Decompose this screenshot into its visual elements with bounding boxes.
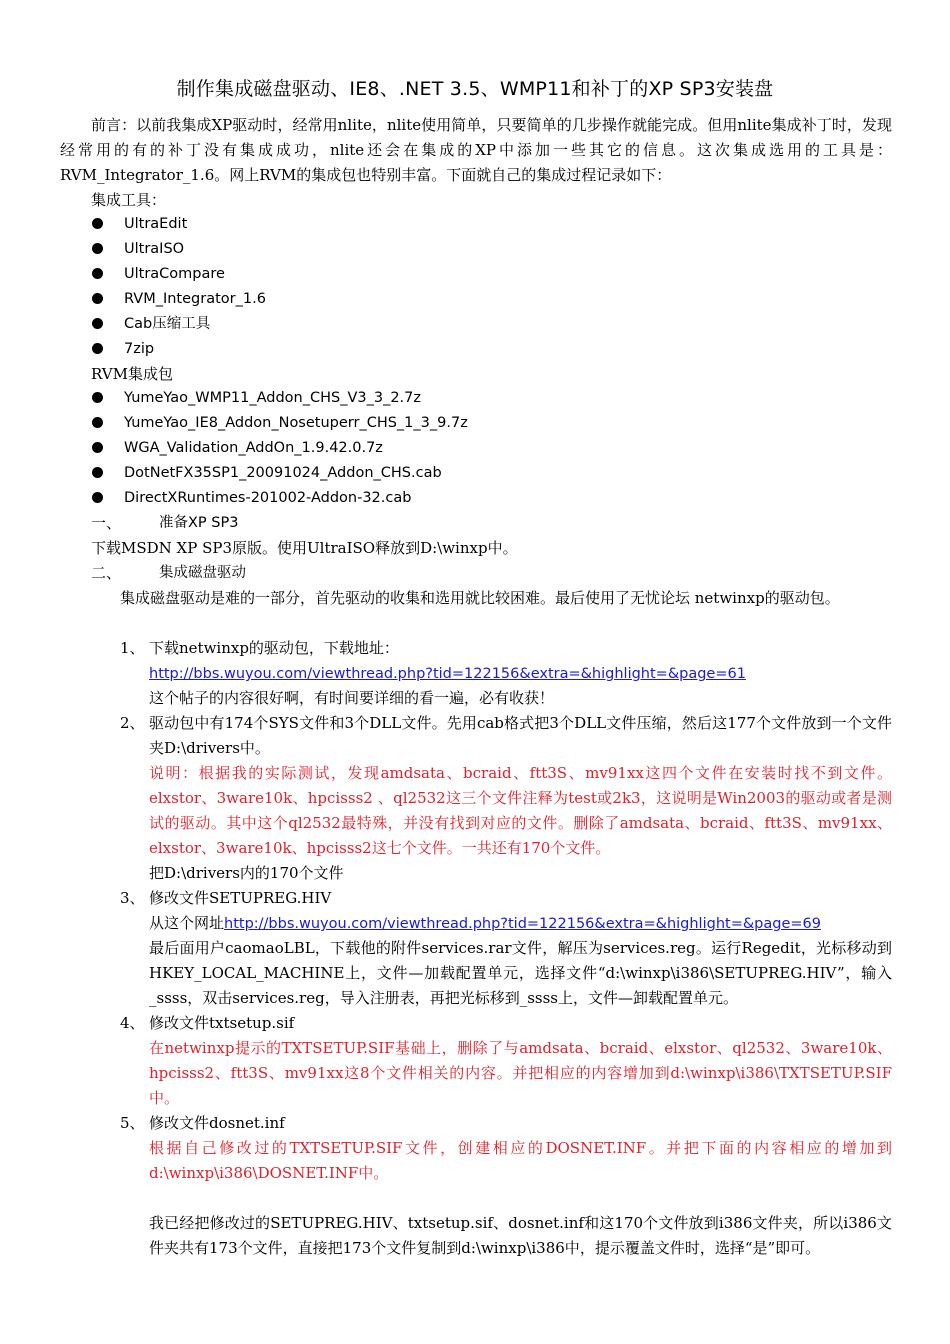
packs-heading: RVM集成包 xyxy=(91,365,173,383)
intro-paragraph: 前言：以前我集成XP驱动时，经常用nlite，nlite使用简单，只要简单的几步操作就能完成。但用nlite集成补丁时，发现经常用的有的补丁没有集成成功，nlite还会在集成的XP中添加一些其它的信息。这次集成选用的工具是：RVM_Integrator_1.6。网上RVM的集成包也特别丰富。下面就自己的集成过程记录如下： xyxy=(60,116,892,184)
bullet-icon xyxy=(92,392,103,403)
section1-number: 一、 xyxy=(91,514,122,532)
bullet-icon xyxy=(92,417,103,428)
tool-item: 7zip xyxy=(124,341,155,357)
step2-text: 驱动包中有174个SYS文件和3个DLL文件。先用cab格式把3个DLL文件压缩，然后这177个文件放到一个文件夹D:\drivers中。 xyxy=(149,714,892,757)
step2-number: 2、 xyxy=(120,714,145,732)
closing-paragraph: 我已经把修改过的SETUPREG.HIV、txtsetup.sif、dosnet.inf和这170个文件放到i386文件夹，所以i386文件夹共有173个文件，直接把173个文件复制到d:\winxp\i386中，提示覆盖文件时，选择“是”即可。 xyxy=(149,1214,892,1257)
tool-item: Cab压缩工具 xyxy=(124,316,211,332)
step1-note: 这个帖子的内容很好啊，有时间要详细的看一遍，必有收获！ xyxy=(149,689,555,707)
step5-red-note: 根据自己修改过的TXTSETUP.SIF文件，创建相应的DOSNET.INF。并把下面的内容相应的增加到d:\winxp\i386\DOSNET.INF中。 xyxy=(149,1139,892,1182)
bullet-icon xyxy=(92,442,103,453)
step2-after: 把D:\drivers内的170个文件 xyxy=(149,864,344,882)
bullet-icon xyxy=(92,293,103,304)
step2-red-note: 说明：根据我的实际测试，发现amdsata、bcraid、ftt3S、mv91xx这四个文件在安装时找不到文件。elxstor、3ware10k、hpcisss2 、ql2532这三个文件注释为test或2k3，这说明是Win2003的驱动或者是测试的驱动。其中这个ql2532最特殊，并没有找到对应的文件。删除了amdsata、bcraid、ftt3S、mv91xx、elxstor、3ware10k、hpcisss2这七个文件。一共还有170个文件。 xyxy=(149,764,892,857)
tool-item: UltraISO xyxy=(124,241,185,257)
bullet-icon xyxy=(92,492,103,503)
step4-red-note: 在netwinxp提示的TXTSETUP.SIF基础上，删除了与amdsata、bcraid、elxstor、ql2532、3ware10k、hpcisss2、ftt3S、mv91xx这8个文件相关的内容。并把相应的内容增加到d:\winxp\i386\TXTSETUP.SIF中。 xyxy=(149,1039,892,1107)
section2-text: 集成磁盘驱动是难的一部分，首先驱动的收集和选用就比较困难。最后使用了无忧论坛 netwinxp的驱动包。 xyxy=(120,589,840,607)
tool-item: UltraCompare xyxy=(124,266,225,282)
step1-number: 1、 xyxy=(120,639,145,657)
bullet-icon xyxy=(92,268,103,279)
tool-item: RVM_Integrator_1.6 xyxy=(124,291,266,307)
page-title: 制作集成磁盘驱动、IE8、.NET 3.5、WMP11和补丁的XP SP3安装盘 xyxy=(176,78,774,100)
section2-number: 二、 xyxy=(91,564,122,582)
section1-title: 准备XP SP3 xyxy=(159,515,239,531)
tool-item: UltraEdit xyxy=(124,216,188,232)
step3-number: 3、 xyxy=(120,889,145,907)
step4-text: 修改文件txtsetup.sif xyxy=(149,1014,295,1032)
pack-item: YumeYao_IE8_Addon_Nosetuperr_CHS_1_3_9.7z xyxy=(124,415,468,431)
step1-text: 下载netwinxp的驱动包，下载地址： xyxy=(149,639,399,657)
pack-item: YumeYao_WMP11_Addon_CHS_V3_3_2.7z xyxy=(124,390,421,406)
bullet-icon xyxy=(92,218,103,229)
pack-item: DirectXRuntimes-201002-Addon-32.cab xyxy=(124,490,412,506)
section1-text: 下载MSDN XP SP3原版。使用UltraISO释放到D:\winxp中。 xyxy=(91,539,518,557)
step3-link[interactable]: http://bbs.wuyou.com/viewthread.php?tid=122156&extra=&highlight=&page=69 xyxy=(224,916,821,932)
step4-number: 4、 xyxy=(120,1014,145,1032)
pack-item: WGA_Validation_AddOn_1.9.42.0.7z xyxy=(124,440,383,456)
step5-number: 5、 xyxy=(120,1114,145,1132)
tools-heading: 集成工具： xyxy=(91,191,167,209)
bullet-icon xyxy=(92,243,103,254)
step3-text: 修改文件SETUPREG.HIV xyxy=(149,889,332,907)
pack-item: DotNetFX35SP1_20091024_Addon_CHS.cab xyxy=(124,465,442,481)
bullet-icon xyxy=(92,343,103,354)
step5-text: 修改文件dosnet.inf xyxy=(149,1114,285,1132)
step1-download-link[interactable]: http://bbs.wuyou.com/viewthread.php?tid=122156&extra=&highlight=&page=61 xyxy=(149,666,746,682)
step3-link-prefix: 从这个网址 xyxy=(149,914,225,932)
section2-title: 集成磁盘驱动 xyxy=(159,565,246,581)
step3-detail: 最后面用户caomaoLBL，下载他的附件services.rar文件，解压为services.reg。运行Regedit，光标移动到HKEY_LOCAL_MACHINE上，文件—加载配置单元，选择文件“d:\winxp\i386\SETUPREG.HIV”，输入_ssss，双击services.reg，导入注册表，再把光标移到_ssss上，文件—卸载配置单元。 xyxy=(149,939,892,1007)
bullet-icon xyxy=(92,467,103,478)
bullet-icon xyxy=(92,318,103,329)
